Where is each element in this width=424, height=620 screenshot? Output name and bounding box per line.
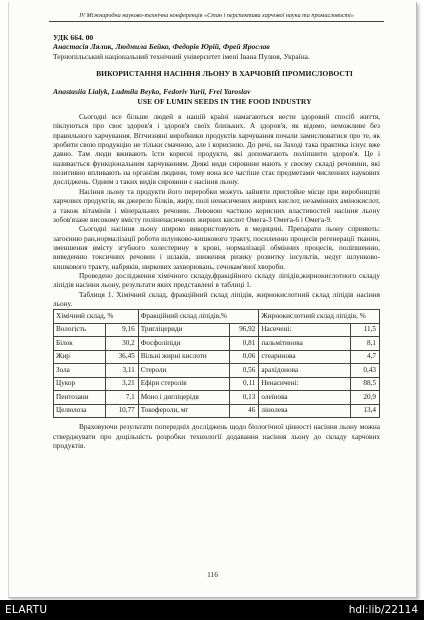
table-cell: 4,7 [350, 350, 379, 364]
running-head: IV Міжнародна науково-технічна конференція «Стан і перспективи харчової науки та промисловості» [79, 12, 354, 19]
table-header-row [54, 310, 380, 324]
table-cell: 8,1 [350, 337, 379, 351]
conclusion-paragraph: Враховуючи результати попередніх досліджень щодо біологічної цінності насіння льону можна стверджувати про доцільність розробки технології додавання насіння льону до складу харчових продуктів. [53, 422, 380, 450]
table-row [54, 377, 380, 391]
table-header-cell: Хімічний склад, % [54, 310, 139, 324]
table-cell: 10,77 [106, 404, 139, 418]
table-cell: 88,5 [350, 377, 379, 391]
table-cell: 36,45 [106, 350, 139, 364]
table-cell: пальмітинова [259, 337, 350, 351]
table-cell: Токофероли, мг [138, 404, 229, 418]
table-cell: 0,56 [230, 364, 259, 378]
table-cell: Насичені: [259, 323, 350, 337]
table-cell: Вологість [54, 323, 106, 337]
repository-name[interactable]: ELARTU [5, 604, 48, 616]
table-cell: Тригліцериди [138, 323, 229, 337]
table-cell: Стероли [138, 364, 229, 378]
table-cell: 0,13 [230, 391, 259, 405]
table-cell: олеїнова [259, 391, 350, 405]
body-paragraph: Проведено дослідження хімічного складу,фракційного складу ліпідів,жирнокислотного складу ліпідів насіння льону, результати яких представлені в таблиці 1. [53, 270, 380, 290]
table-row [54, 323, 380, 337]
table-cell: 3,21 [106, 377, 139, 391]
affiliation: Тернопільський національний технічний університет імені Івана Пулюя, Україна. [53, 51, 310, 61]
authors-ua: Анастасія Лялик, Людмила Бейко, Федорів Юрій, Фрей Ярослав [53, 42, 270, 52]
table-cell: 0,06 [230, 350, 259, 364]
table-cell: 3,11 [106, 364, 139, 378]
udk-code: УДК 664. 00 [53, 33, 94, 42]
composition-table [53, 309, 380, 418]
table-cell: стеаринова [259, 350, 350, 364]
table-row [54, 337, 380, 351]
body-paragraph: Сьогодні насіння льону широко використовують в медицині. Препарати льону сприяють: загоєнню ран,нормалізації роботи шлунково-кишкового тракту, посиленню процесів регенерації тканин, зменшення вмісту згубного холестерину в крові, нормалізації обмінних процесів, поліпшенню, виведенню токсичних речовин і шлаків, зниження ризику розвитку інсультів, недуг шлунково-кишкового тракту, набряків, ниркових захворювань, сечокам'яної хвороби. [53, 224, 380, 271]
body-paragraph: Сьогодні все більше людей в нашій країні намагаються вести здоровий спосіб життя, піклуються про своє здоров'я і здоров'я своїх близьких. А здоров'я, як відомо, неможливе без правильного харчування. Вітчизняні виробники продуктів харчування почали замислюватися про те, як зробити свою продукцію не тільки смачною, але і корисною. До речі, на Заході така практика існує вже давно. Там люди вживають їсти корисні продукти, які допомагають поліпшити здоров'я. Це і називається функціональним харчуванням. Деякі види сировини мають у своєму складі речовини, які позитивно впливають на організм людини, тому вона все частіше стає предметами численних наукових досліджень. Одним з таких видів сировини є насіння льону. [53, 112, 380, 187]
table-cell: Ефіри стеролів [138, 377, 229, 391]
table-cell: Білок [54, 337, 106, 351]
table-row [54, 391, 380, 405]
table-cell: 30,2 [106, 337, 139, 351]
table-caption: Таблиця 1. Хімічний склад, фракційний склад ліпідів, жирнокислотний склад ліпідів насіння льону. [53, 289, 380, 308]
body-paragraph: Насіння льону та продукти його переробки можуть зайняти пристойне місце при виробництві харчових продуктів, як джерело білків, жиру, полі ненасичених жирних кислот, незамінних амінокислот, а також вітамінів і мінеральних речовин. Левовою часткою корисних властивостей насіння льону зобов'язане високому вмісту поліненасичених жирних кислот Омега-3 Омега-6 і Омега-9. [53, 186, 380, 224]
document-page [8, 2, 417, 598]
table-row [54, 350, 380, 364]
table-cell: Вільні жирні кислоти [138, 350, 229, 364]
title-en: USE OF LUMIN SEEDS IN THE FOOD INDUSTRY [137, 96, 312, 106]
table-header-cell: Жирнокислотний склад ліпідів, % [259, 310, 380, 324]
table-cell: 20,9 [350, 391, 379, 405]
table-cell: 96,92 [230, 323, 259, 337]
authors-en: Anastasiia Lialyk, Ludmila Beyko, Fedoriv Yurii, Frei Yaroslav [53, 87, 251, 97]
table-row [54, 404, 380, 418]
table-cell: 46 [230, 404, 259, 418]
table-cell: Пентозани [54, 391, 106, 405]
title-ua: ВИКОРИСТАННЯ НАСІННЯ ЛЬОНУ В ХАРЧОВІЙ ПРОМИСЛОВОСТІ [96, 69, 353, 79]
table-cell: 0,43 [350, 364, 379, 378]
table-cell: 11,5 [350, 323, 379, 337]
table-cell: 7,1 [106, 391, 139, 405]
table-cell: Моно і дигліцерідя [138, 391, 229, 405]
table-cell: Жир [54, 350, 106, 364]
table-cell: 9,16 [106, 323, 139, 337]
table-cell: Цукор [54, 377, 106, 391]
table-cell: 0,11 [230, 377, 259, 391]
table-cell: Фосфоліпіди [138, 337, 229, 351]
table-cell: Зола [54, 364, 106, 378]
table-cell: 13,4 [350, 404, 379, 418]
repository-footer [0, 600, 424, 620]
handle-id[interactable]: hdl:lib/22114 [348, 604, 418, 616]
page-number: 116 [207, 570, 218, 579]
table-cell: арахідонова [259, 364, 350, 378]
table-cell: лінолева [259, 404, 350, 418]
table-row [54, 364, 380, 378]
header-rule [49, 21, 384, 22]
table-header-cell: Фракційний склад ліпідів,% [138, 310, 259, 324]
table-cell: Ненасичені: [259, 377, 350, 391]
table-cell: 0,81 [230, 337, 259, 351]
page-content [53, 2, 380, 450]
table-cell: Целюлоза [54, 404, 106, 418]
